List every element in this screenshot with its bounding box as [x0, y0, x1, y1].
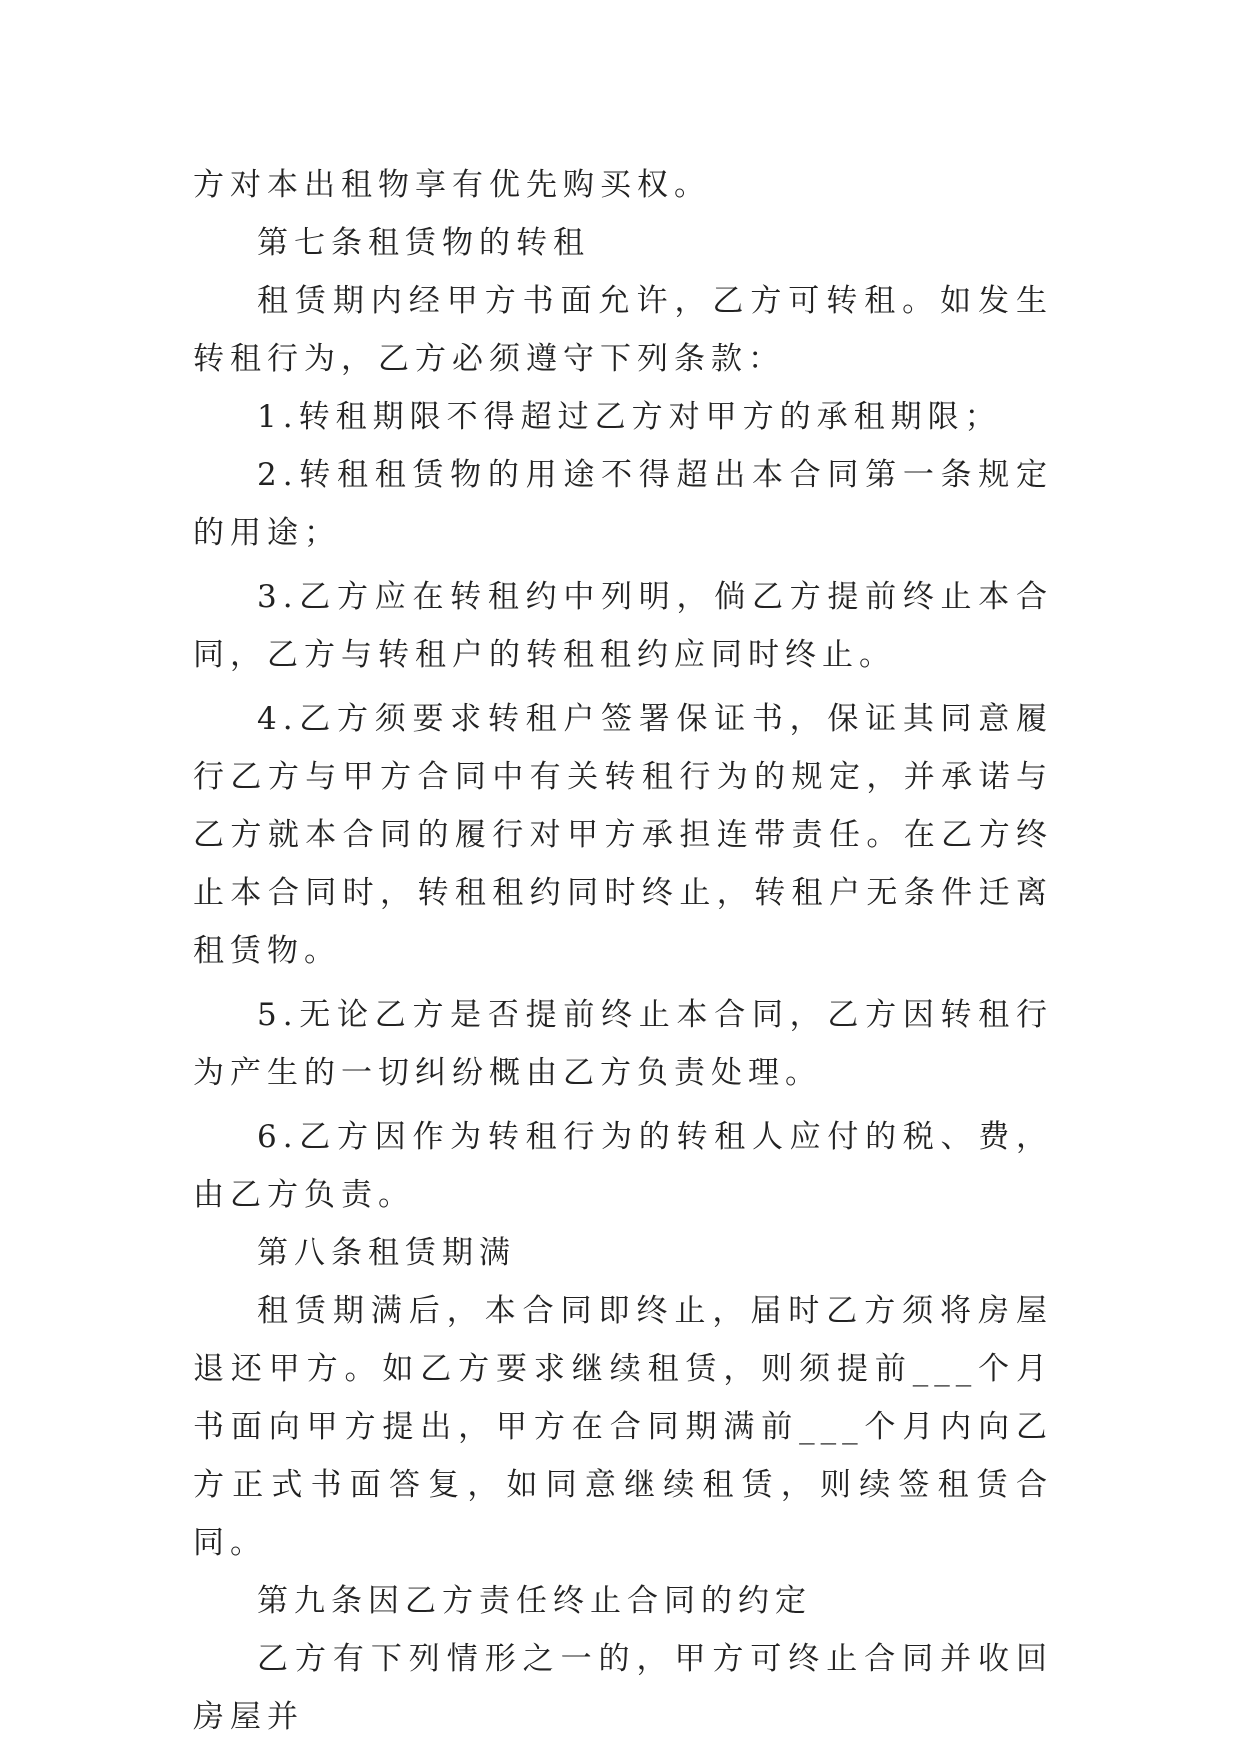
clause-5-disputes: 5.无论乙方是否提前终止本合同，乙方因转租行为产生的一切纠纷概由乙方负责处理。: [193, 997, 1053, 1091]
clause-1-sublease-term: 1.转租期限不得超过乙方对甲方的承租期限；: [257, 399, 1002, 435]
document-body: [193, 156, 1053, 1746]
heading-article-9-termination: 第九条因乙方责任终止合同的约定: [257, 1583, 812, 1619]
clause-3-sublease-termination: 3.乙方应在转租约中列明，倘乙方提前终止本合同，乙方与转租户的转租租约应同时终止。: [193, 579, 1053, 673]
clause-2-sublease-use: 2.转租租赁物的用途不得超出本合同第一条规定的用途；: [193, 457, 1053, 551]
clause-6-taxes: 6.乙方因作为转租行为的转租人应付的税、费，由乙方负责。: [193, 1119, 1053, 1213]
heading-article-7-sublease: 第七条租赁物的转租: [257, 225, 590, 261]
paragraph-expiry-renewal: 租赁期满后，本合同即终止，届时乙方须将房屋退还甲方。如乙方要求继续租赁，则须提前___个月书面向甲方提出，甲方在合同期满前___个月内向乙方正式书面答复，如同意继续租赁，则续签租赁合同。: [193, 1293, 1053, 1561]
paragraph-termination-conditions: 乙方有下列情形之一的，甲方可终止合同并收回房屋并: [193, 1641, 1053, 1735]
heading-article-8-expiry: 第八条租赁期满: [257, 1235, 516, 1271]
clause-4-guarantee: 4.乙方须要求转租户签署保证书，保证其同意履行乙方与甲方合同中有关转租行为的规定，并承诺与乙方就本合同的履行对甲方承担连带责任。在乙方终止本合同时，转租租约同时终止，转租户无条件迁离租赁物。: [193, 701, 1053, 969]
paragraph-purchase-right: 方对本出租物享有优先购买权。: [193, 167, 711, 203]
paragraph-sublease-intro: 租赁期内经甲方书面允许，乙方可转租。如发生转租行为，乙方必须遵守下列条款：: [193, 283, 1053, 377]
